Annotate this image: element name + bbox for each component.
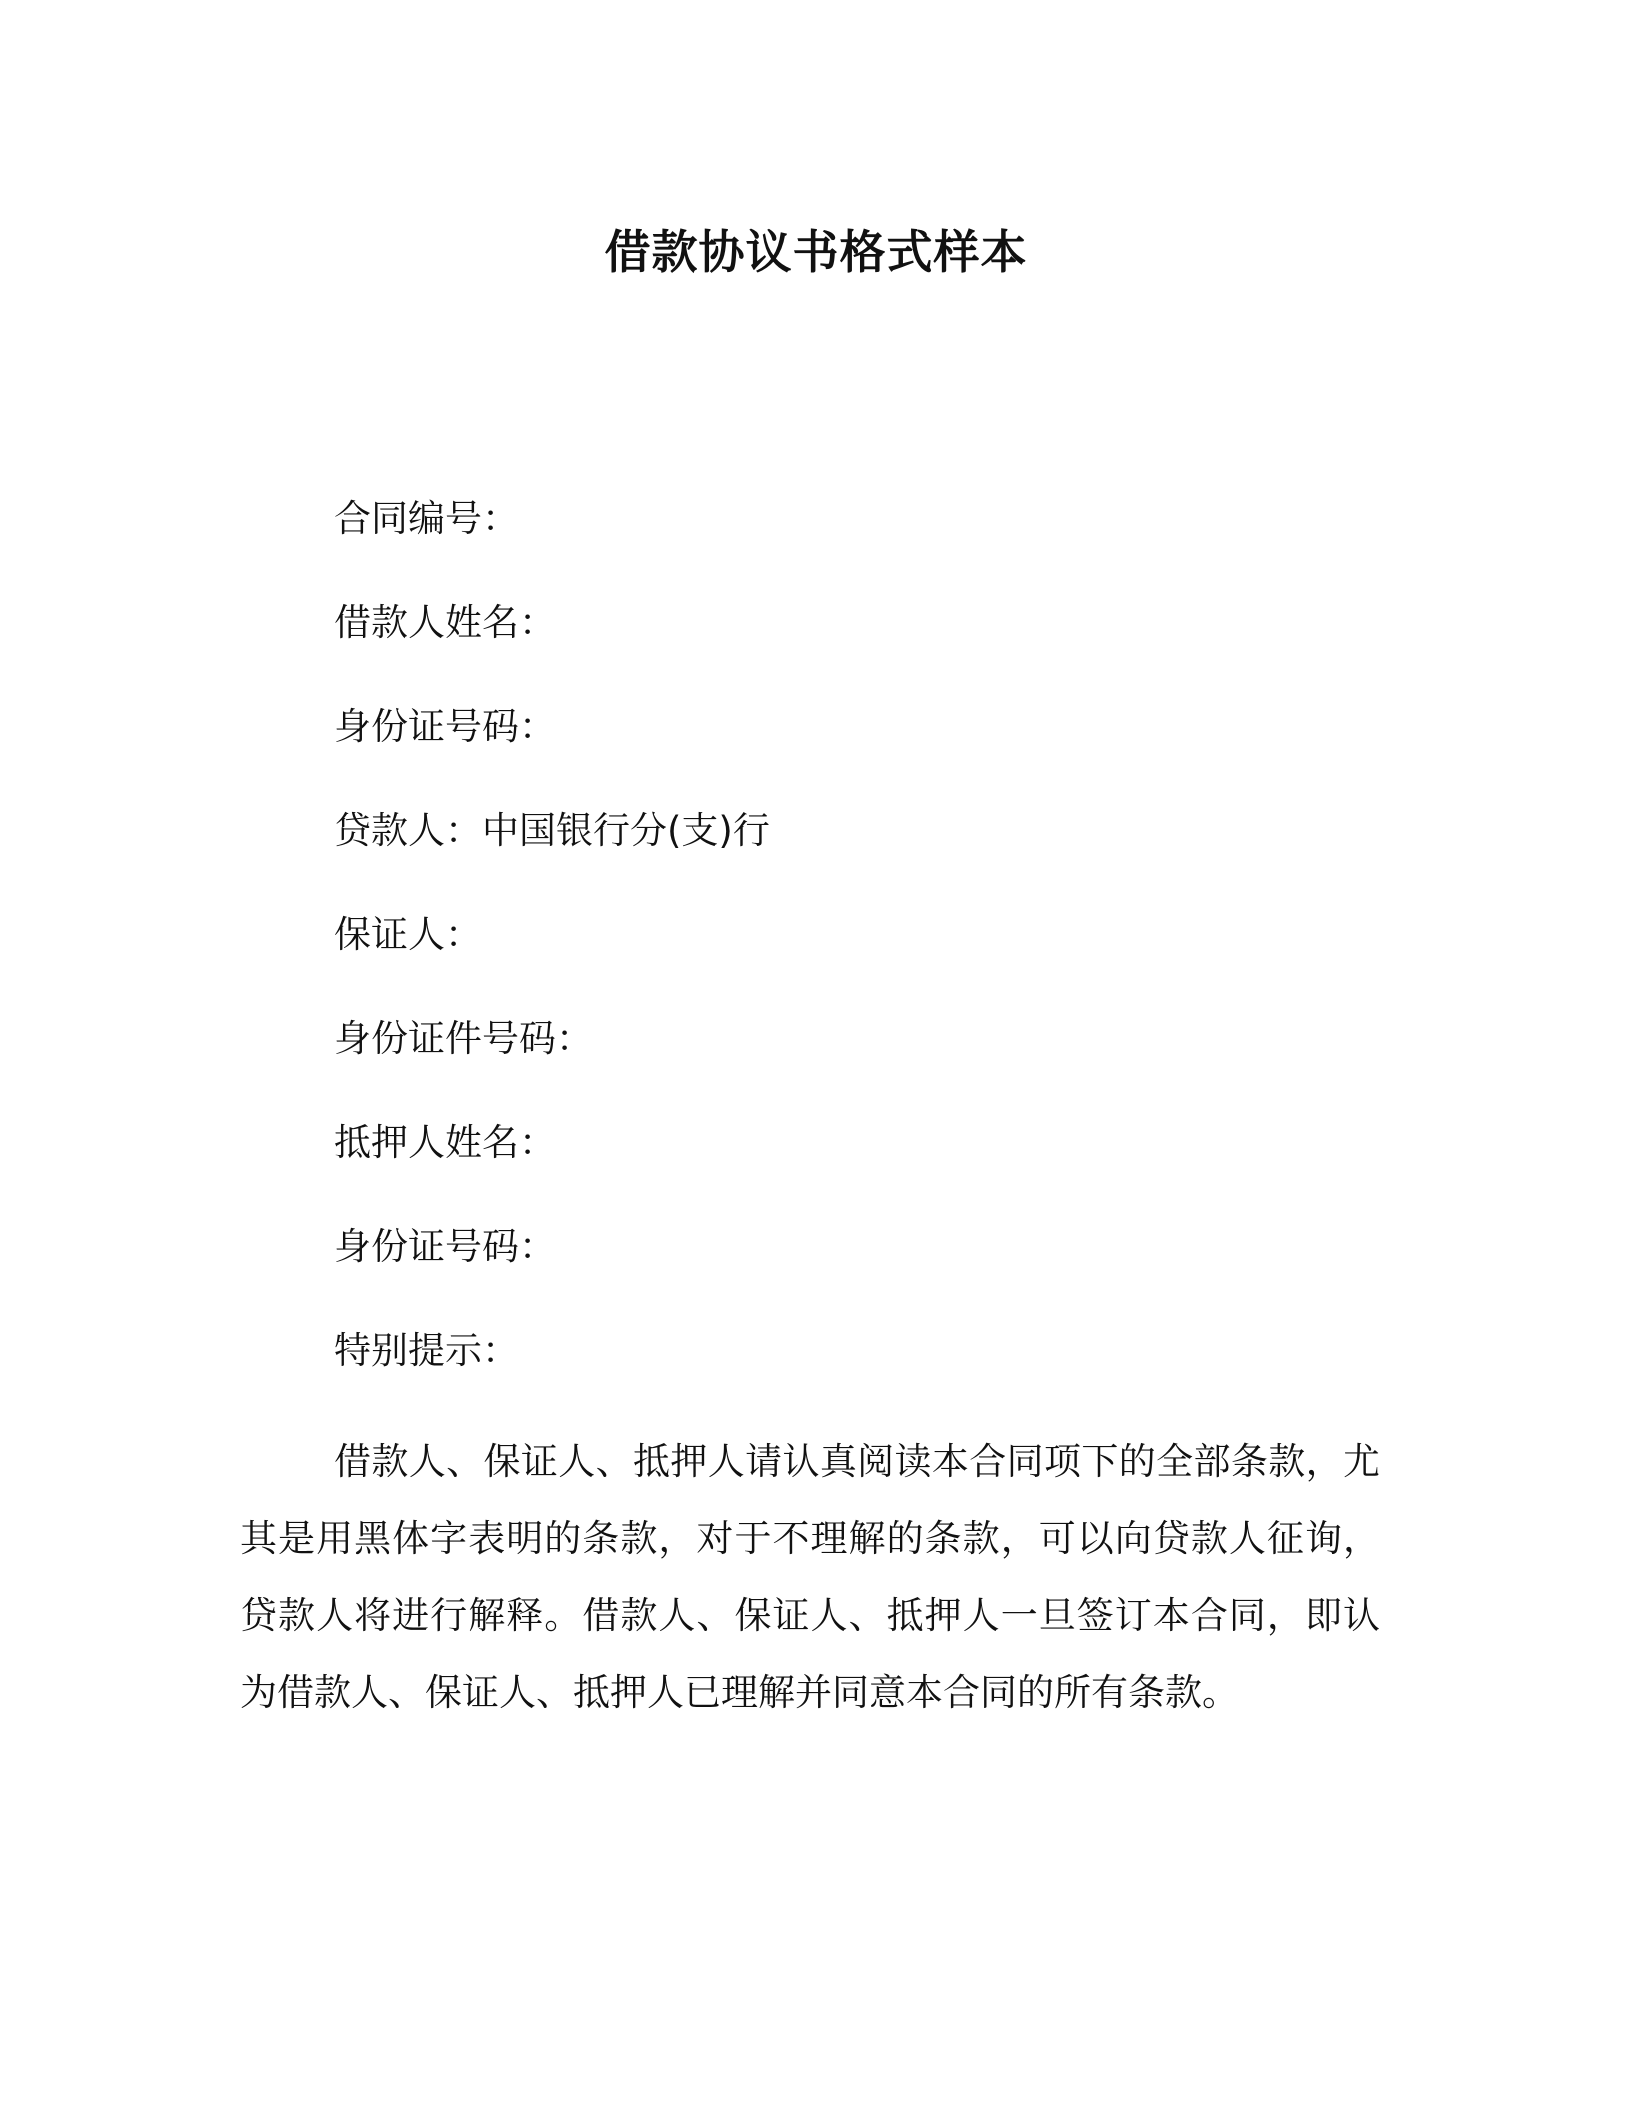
field-borrower-name: 借款人姓名：	[334, 601, 556, 644]
special-notice-paragraph: 借款人、保证人、抵押人请认真阅读本合同项下的全部条款，尤其是用黑体字表明的条款，对于不理解的条款，可以向贷款人征询，贷款人将进行解释。借款人、保证人、抵押人一旦签订本合同，即认为借款人、保证人、抵押人已理解并同意本合同的所有条款。	[240, 1440, 1380, 1714]
field-guarantor-id-number: 身份证件号码：	[334, 1017, 593, 1060]
field-list	[334, 494, 770, 1430]
field-contract-number: 合同编号：	[334, 497, 519, 540]
document-title: 借款协议书格式样本	[604, 225, 1028, 279]
field-mortgagor-name: 抵押人姓名：	[334, 1121, 556, 1164]
field-borrower-id-number: 身份证号码：	[334, 705, 556, 748]
field-guarantor: 保证人：	[334, 913, 482, 956]
field-lender: 贷款人：中国银行分(支)行	[334, 809, 770, 852]
field-mortgagor-id-number: 身份证号码：	[334, 1225, 556, 1268]
field-special-notice-heading: 特别提示：	[334, 1329, 519, 1372]
